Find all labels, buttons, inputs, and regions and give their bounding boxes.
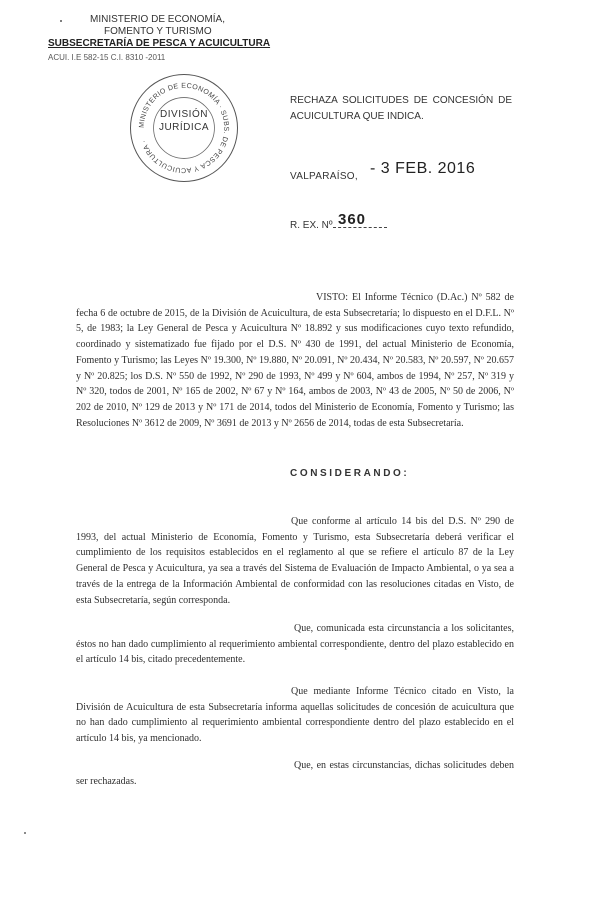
date-stamp: - 3 FEB. 2016 [370, 160, 476, 177]
division-juridica-stamp [130, 74, 238, 182]
resolution-subject: RECHAZA SOLICITUDES DE CONCESIÓN DE ACUICULTURA QUE INDICA. [290, 95, 512, 122]
rex-number: 360 [338, 211, 367, 228]
ministry-line-1: MINISTERIO DE ECONOMÍA, [90, 14, 226, 25]
considerando-paragraph-2: Que, comunicada esta circunstancia a los solicitantes, éstos no han dado cumplimiento al requerimiento ambiental correspondiente, dentro del plazo establecido en el artículo 14 bis, citado precedentemente. [76, 623, 514, 666]
stamp-ring-text: MINISTERIO DE ECONOMÍA · SUBS. DE PESCA Y ACUICULTURA · [138, 82, 230, 174]
rex-label: R. EX. Nº [290, 220, 333, 231]
considerando-paragraph-4: Que, en estas circunstancias, dichas solicitudes deben ser rechazadas. [76, 760, 514, 787]
margin-mark [24, 832, 26, 834]
considerando-paragraph-3: Que mediante Informe Técnico citado en Visto, la División de Acuicultura de esta Subsecretaría informa aquellas solicitudes de concesión de acuicultura que no han dado cumplimiento al requerimiento ambiental correspondiente dentro del plazo establecido en el artículo 14 bis, ya mencionado. [76, 686, 514, 745]
ministry-line-2: FOMENTO Y TURISMO [104, 26, 212, 37]
place-date [290, 160, 476, 184]
resolution-number [290, 211, 387, 233]
stamp-line-juridica: JURÍDICA [158, 122, 210, 133]
place-label: VALPARAÍSO, [290, 171, 358, 182]
margin-dot [60, 20, 62, 22]
subsecretaria-title: SUBSECRETARÍA DE PESCA Y ACUICULTURA [48, 38, 271, 49]
reference-code: ACUI. I.E 582-15 C.I. 8310 -2011 [48, 53, 166, 62]
visto-paragraph: VISTO: El Informe Técnico (D.Ac.) Nº 582 de fecha 6 de octubre de 2015, de la División de Acuicultura, de esta Subsecretaría; lo dispuesto en el D.F.L. Nº 5, de 1983; la Ley General de Pesca y Acuicultura Nº 18.892 y sus modificaciones cuyo texto refundido, coordinado y sistematizado fue fijado por el D.S. Nº 430 de 1991, del actual Ministerio de Economía, Fomento y Turismo; las Leyes Nº 19.300, Nº 19.880, Nº 20.091, Nº 20.434, Nº 20.583, Nº 20.597, Nº 20.657 y Nº 20.825; los D.S. Nº 550 de 1992, Nº 290 de 1993, Nº 499 y Nº 604, ambos de 1994, Nº 257, Nº 319 y Nº 320, todos de 2001, Nº 165 de 2002, Nº 67 y Nº 164, ambos de 2003, Nº 43 de 2005, Nº 50 de 2006, Nº 202 de 2010, Nº 129 de 2013 y Nº 171 de 2014, todos del Ministerio de Economía, Fomento y Turismo; las Resoluciones Nº 3612 de 2009, Nº 3691 de 2013 y Nº 2656 de 2014, todas de esta Subsecretaría. [76, 292, 514, 429]
stamp-line-division: DIVISIÓN [160, 109, 208, 120]
considerando-paragraph-1: Que conforme al artículo 14 bis del D.S. Nº 290 de 1993, del actual Ministerio de Economía, Fomento y Turismo, esta Subsecretaría deberá verificar el cumplimiento de los requisitos establecidos en el reglamento al que se refiere el artículo 87 de la Ley General de Pesca y Acuicultura, ya sea a través del Sistema de Evaluación de Impacto Ambiental, o ya sea a través de la entrega de la Información Ambiental de conformidad con las resoluciones citadas en Visto, de esta Subsecretaría, según corresponda. [76, 516, 514, 606]
stamp-center [131, 108, 237, 134]
considerando-heading: CONSIDERANDO: [290, 468, 410, 479]
